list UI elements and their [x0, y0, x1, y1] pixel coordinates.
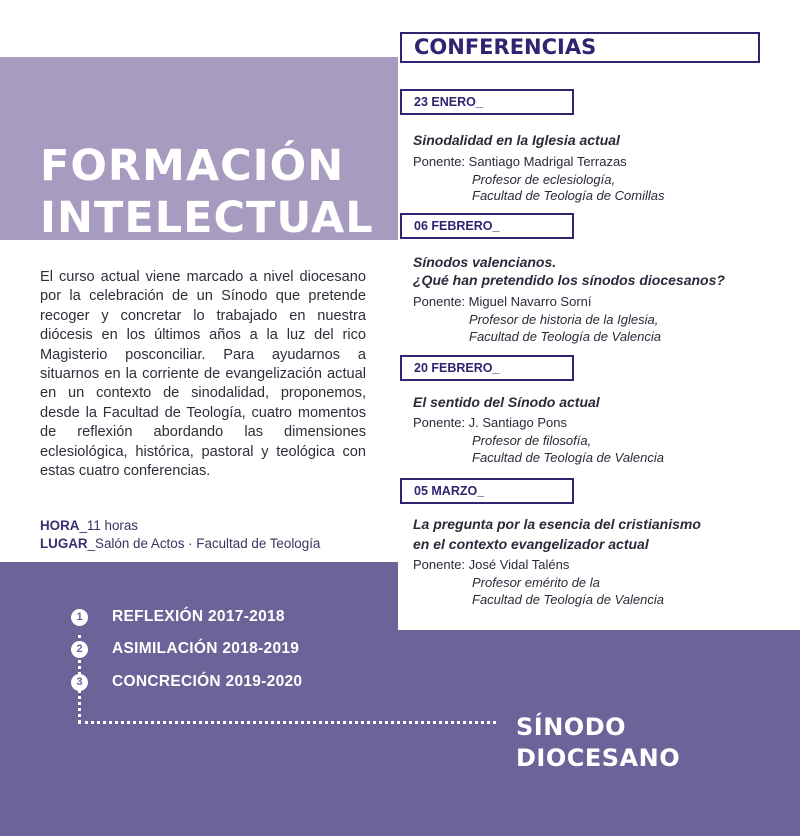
conference-speaker-role: Profesor de filosofía,: [472, 433, 592, 448]
stage-label: ASIMILACIÓN 2018-2019: [112, 640, 300, 657]
event-place-label: LUGAR: [40, 536, 88, 551]
conference-speaker: Ponente: Santiago Madrigal Terrazas: [413, 154, 627, 169]
conference-date: 20 FEBRERO_: [400, 355, 574, 381]
conference-title-line-2: ¿Qué han pretendido los sínodos diocesanos?: [413, 272, 725, 288]
conference-date: 06 FEBRERO_: [400, 213, 574, 239]
conference-date: 23 ENERO_: [400, 89, 574, 115]
intro-paragraph: El curso actual viene marcado a nivel diocesano por la celebración de un Sínodo que pretende recoger y concretar lo trabajado en nuestra diócesis en los últimos años a la luz del rico Magisterio posconciliar. Para ayudarnos a situarnos en la corriente de evangelización actual en un contexto de sinodalidad, proponemos, desde la Facultad de Teología, cuatro momentos de reflexión abordando las dimensiones eclesiológica, histórica, pastoral y teológica con estas cuatro conferencias.: [40, 269, 366, 480]
page-title: [40, 140, 374, 240]
stage-label: CONCRECIÓN 2019-2020: [112, 673, 303, 690]
sinodo-title-line-1: SÍNODO: [516, 713, 627, 741]
page-title-line-2: INTELECTUAL: [40, 193, 374, 240]
stage-number-badge: 3: [71, 674, 88, 691]
sinodo-title-line-2: DIOCESANO: [516, 744, 681, 772]
conference-speaker-role: Profesor de eclesiología,: [472, 172, 616, 187]
stage-number-badge: 1: [71, 609, 88, 626]
conference-date: 05 MARZO_: [400, 478, 574, 504]
conference-title-line-2: en el contexto evangelizador actual: [413, 536, 649, 552]
stage-number-badge: 2: [71, 641, 88, 658]
event-place: [40, 535, 320, 553]
page-title-line-1: FORMACIÓN: [40, 141, 345, 191]
conference-speaker-affiliation: Facultad de Teología de Comillas: [472, 188, 665, 203]
conference-speaker-role: Profesor de historia de la Iglesia,: [469, 312, 659, 327]
section-heading: CONFERENCIAS: [400, 32, 760, 63]
conference-title: El sentido del Sínodo actual: [413, 394, 600, 410]
event-place-value: _Salón de Actos · Facultad de Teología: [87, 536, 321, 551]
stage-label: REFLEXIÓN 2017-2018: [112, 608, 285, 625]
conference-speaker-affiliation: Facultad de Teología de Valencia: [469, 329, 662, 344]
sinodo-title: [516, 712, 680, 774]
conference-speaker: Ponente: Miguel Navarro Sorní: [413, 294, 592, 309]
event-time-label: HORA: [40, 518, 80, 533]
conference-speaker-affiliation: Facultad de Teología de Valencia: [472, 450, 665, 465]
event-time: [40, 517, 320, 535]
timeline-line-horizontal: [78, 721, 496, 724]
conference-speaker: Ponente: José Vidal Taléns: [413, 557, 570, 572]
conference-speaker-affiliation: Facultad de Teología de Valencia: [472, 592, 665, 607]
conference-title: La pregunta por la esencia del cristianismo: [413, 516, 701, 532]
event-time-value: _11 horas: [79, 518, 139, 533]
conference-title: Sínodos valencianos.: [413, 254, 557, 270]
conference-title: Sinodalidad en la Iglesia actual: [413, 132, 620, 148]
event-details: [40, 517, 320, 553]
conference-speaker: Ponente: J. Santiago Pons: [413, 415, 567, 430]
conference-speaker-role: Profesor emérito de la: [472, 575, 600, 590]
